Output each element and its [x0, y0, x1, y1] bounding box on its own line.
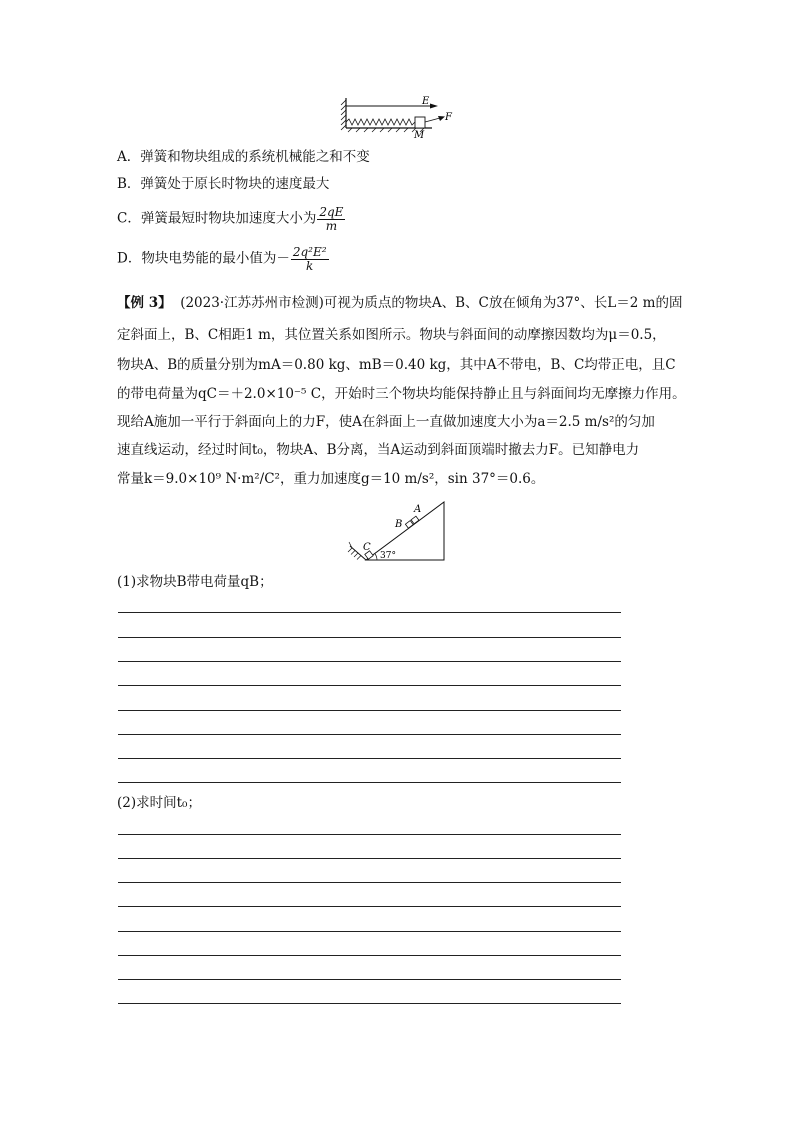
option-c-numerator: 2qE [319, 205, 344, 219]
answer-line[interactable] [118, 734, 621, 735]
example-source: (2023·江苏苏州市检测) [180, 295, 324, 311]
block-label-b: B [395, 519, 403, 530]
field-label-e: E [422, 96, 430, 107]
option-d-denominator: k [306, 258, 314, 273]
answer-line[interactable] [118, 979, 621, 980]
angle-label: 37° [380, 551, 396, 561]
example-line-3: 物块A、B的质量分别为mA＝0.80 kg、mB＝0.40 kg，其中A不带电，B、C均带正电，且C [117, 357, 676, 373]
option-c [117, 206, 346, 232]
answer-line[interactable] [118, 758, 621, 759]
option-d-fraction [291, 246, 329, 272]
answer-line[interactable] [118, 858, 621, 859]
answer-line[interactable] [118, 612, 621, 613]
option-c-fraction [317, 206, 345, 232]
answer-line[interactable] [118, 931, 621, 932]
answer-line[interactable] [118, 1003, 621, 1004]
example-text-1: 可视为质点的物块A、B、C放在倾角为37°、长L＝2 m的固 [323, 295, 683, 311]
answer-line[interactable] [118, 685, 621, 686]
option-b: B．弹簧处于原长时物块的速度最大 [117, 176, 330, 192]
answer-line[interactable] [118, 637, 621, 638]
answer-line[interactable] [118, 955, 621, 956]
option-c-text: C．弹簧最短时物块加速度大小为 [117, 210, 317, 227]
block-label-m: M [414, 130, 425, 141]
example-line-5: 现给A施加一平行于斜面向上的力F，使A在斜面上一直做加速度大小为a＝2.5 m/s²的匀加 [117, 414, 655, 430]
answer-line[interactable] [118, 710, 621, 711]
option-d-numerator: 2q²E² [292, 245, 327, 259]
example-line-2: 定斜面上，B、C相距1 m，其位置关系如图所示。物块与斜面间的动摩擦因数均为μ＝0.5， [117, 327, 666, 343]
answer-line[interactable] [118, 661, 621, 662]
example-line-7: 常量k＝9.0×10⁹ N·m²/C²，重力加速度g＝10 m/s²，sin 37°＝0.6。 [117, 471, 545, 487]
question-2: (2)求时间t₀； [117, 795, 201, 811]
example-line-6: 速直线运动，经过时间t₀，物块A、B分离，当A运动到斜面顶端时撤去力F。已知静电力 [117, 442, 640, 458]
option-c-denominator: m [325, 218, 338, 233]
example-line-1 [117, 297, 682, 311]
example-tag: 【例 3】 [117, 295, 172, 311]
answer-line[interactable] [118, 782, 621, 783]
block-label-c: C [363, 542, 371, 553]
option-d [117, 246, 330, 272]
example-line-4: 的带电荷量为qC＝＋2.0×10⁻⁵ C，开始时三个物块均能保持静止且与斜面间均无摩擦力作用。 [117, 386, 686, 402]
answer-line[interactable] [118, 882, 621, 883]
option-a: A．弹簧和物块组成的系统机械能之和不变 [117, 149, 370, 165]
block-label-a: A [414, 504, 422, 515]
force-label-f: F [445, 112, 452, 123]
question-1: (1)求物块B带电荷量qB； [117, 574, 273, 590]
incline-figure [344, 498, 450, 564]
answer-line[interactable] [118, 834, 621, 835]
spring-block-figure [340, 94, 460, 142]
answer-line[interactable] [118, 906, 621, 907]
option-d-text: D．物块电势能的最小值为－ [117, 250, 290, 267]
